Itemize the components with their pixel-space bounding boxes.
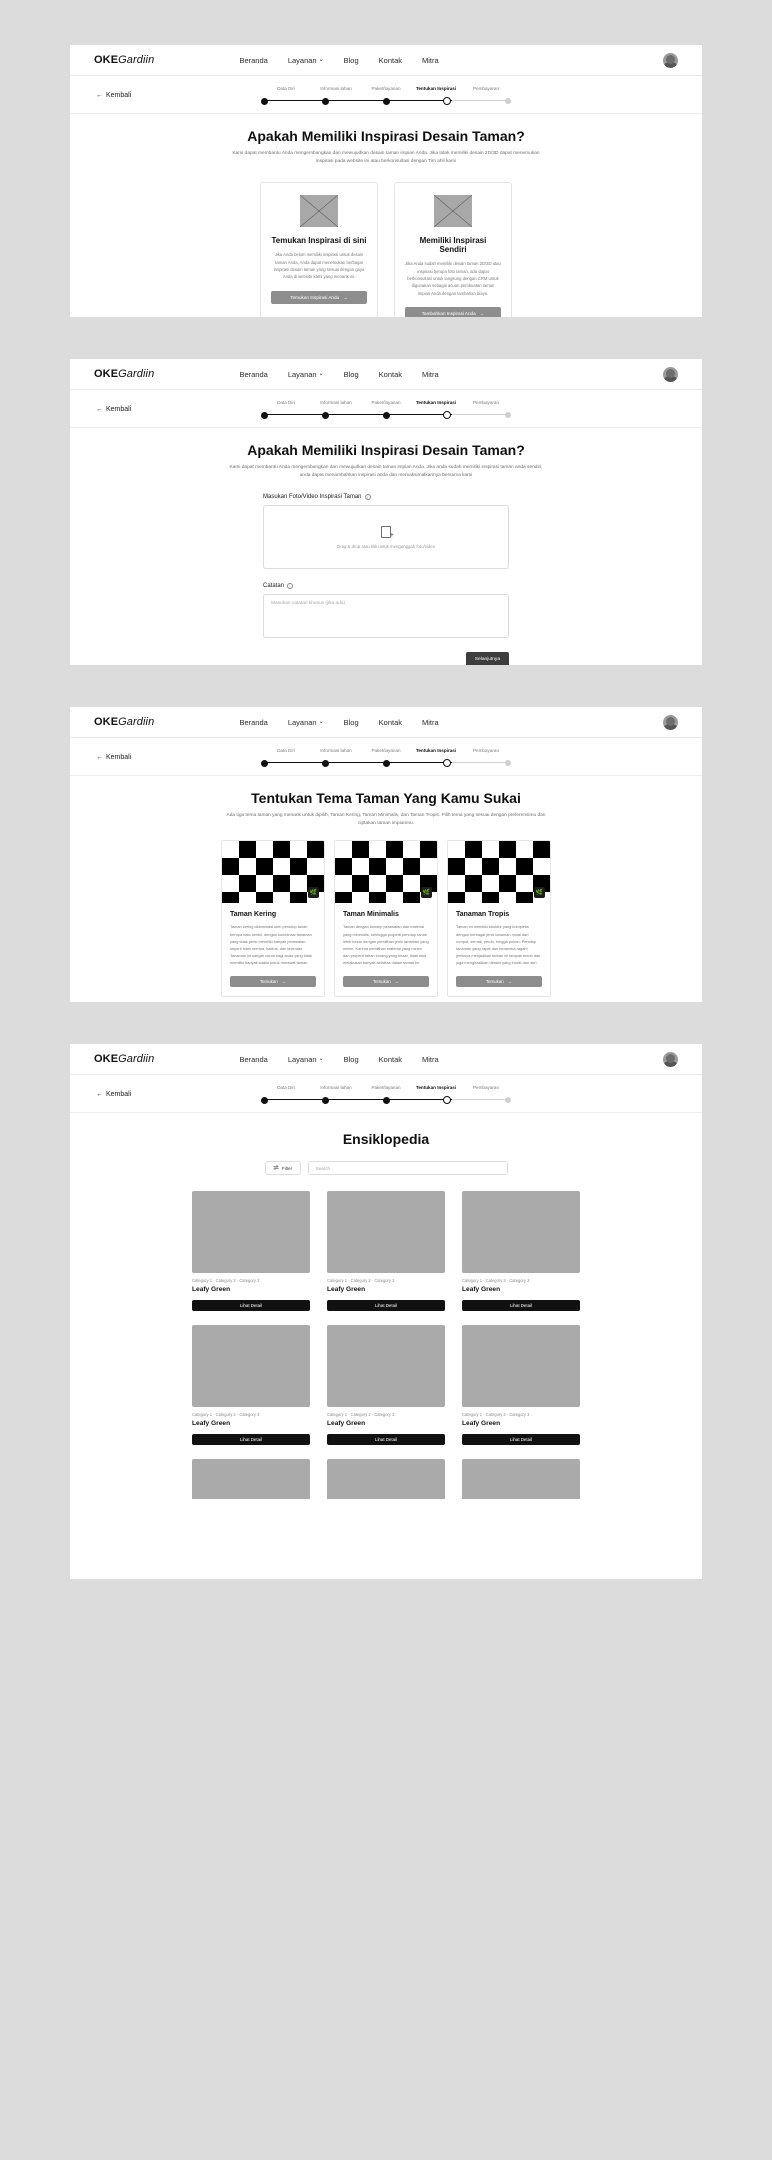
card-title: Temukan Inspirasi di sini: [271, 236, 367, 246]
plant-card[interactable]: [327, 1191, 445, 1311]
step-label-informasi-lahan[interactable]: Informasi lahan: [320, 1085, 352, 1090]
stepper-dots: [261, 411, 511, 419]
leaf-badge-icon: 🌿: [308, 887, 319, 898]
info-icon[interactable]: i: [365, 494, 371, 500]
theme-description: Taman dengan konsep perawatan dan material yang minimalis, sehingga properti penutup tanah lebih besar dengan pemilihan jenis tanaman yang minim. Karena pemilihan material yang minim dan properti tahan kurang yang besar, tidak bisa melakukan banyak aktivitas dalam taman ini.: [343, 924, 429, 966]
page-title: Apakah Memiliki Inspirasi Desain Taman?: [247, 128, 525, 144]
nav-item-kontak[interactable]: [379, 56, 402, 65]
theme-card-list: [70, 840, 702, 996]
plant-card[interactable]: [462, 1459, 580, 1499]
step-label-data-diri[interactable]: Data Diri: [277, 1085, 295, 1090]
brand-part2: Gardiin: [118, 1053, 155, 1065]
stepper-labels: [261, 86, 511, 91]
stepper-labels: [261, 748, 511, 753]
plant-card[interactable]: [192, 1325, 310, 1445]
back-button[interactable]: [96, 406, 131, 413]
stepper-bar: [70, 1075, 702, 1113]
info-icon[interactable]: i: [287, 583, 293, 589]
brand-part2: Gardiin: [118, 54, 155, 66]
plant-image: [327, 1459, 445, 1499]
lihat-detail-button[interactable]: Lihat Detail: [327, 1434, 445, 1445]
nav-item-blog[interactable]: [344, 718, 359, 727]
brand-part1: OKE: [94, 1053, 119, 1065]
theme-title: Taman Kering: [230, 911, 277, 919]
plant-name: Leafy Green: [192, 1420, 231, 1427]
nav-item-layanan[interactable]: [288, 56, 324, 65]
step-label-data-diri[interactable]: Data Diri: [277, 400, 295, 405]
screen-tema-taman: [70, 707, 702, 1002]
nav-label: Kontak: [378, 55, 403, 65]
nav-label: Blog: [343, 717, 359, 727]
nav-label: Kontak: [378, 369, 403, 379]
inspiration-form: [263, 494, 509, 665]
step-label-paket-layanan[interactable]: Paket/layanan: [371, 1085, 401, 1090]
plant-categories: Category 1 · Category 2 · Category 3: [462, 1412, 530, 1417]
step-label-tentukan-inspirasi[interactable]: Tentukan Inspirasi: [415, 748, 457, 753]
nav-item-kontak[interactable]: [379, 370, 402, 379]
selanjutnya-button[interactable]: Selanjutnya: [466, 652, 509, 665]
step-dot-4[interactable]: [443, 759, 451, 767]
step-label-tentukan-inspirasi[interactable]: Tentukan Inspirasi: [415, 86, 457, 91]
nav-item-beranda[interactable]: [239, 370, 267, 379]
nav-item-mitra[interactable]: [422, 1055, 439, 1064]
plant-card[interactable]: [462, 1325, 580, 1445]
screen-ensiklopedia: [70, 1044, 702, 1579]
plant-card[interactable]: [192, 1191, 310, 1311]
leaf-badge-icon: 🌿: [421, 887, 432, 898]
tambahkan-inspirasi-button[interactable]: [405, 307, 501, 317]
stepper-dots: [261, 97, 511, 105]
temukan-inspirasi-button[interactable]: [271, 291, 367, 304]
brand-logo[interactable]: [94, 368, 154, 380]
card-title: Memiliki Inspirasi Sendiri: [419, 236, 487, 255]
arrow-right-icon: →: [281, 978, 287, 984]
stepper-dots: [261, 759, 511, 767]
nav-item-mitra[interactable]: [422, 370, 439, 379]
arrow-left-icon: ←: [96, 754, 103, 761]
nav-item-layanan[interactable]: [288, 718, 324, 727]
image-placeholder-icon: [434, 195, 472, 227]
lihat-detail-button[interactable]: Lihat Detail: [192, 1434, 310, 1445]
page-title: Tentukan Tema Taman Yang Kamu Sukai: [251, 790, 521, 806]
avatar[interactable]: [663, 53, 678, 68]
avatar[interactable]: [663, 367, 678, 382]
theme-image-placeholder: [222, 841, 324, 903]
step-label-informasi-lahan[interactable]: Informasi lahan: [320, 400, 352, 405]
brand-part2: Gardiin: [118, 716, 155, 728]
chevron-down-icon: ⌄: [318, 719, 324, 725]
lihat-detail-button[interactable]: Lihat Detail: [327, 1300, 445, 1311]
note-label-row: [263, 583, 509, 589]
step-label-data-diri[interactable]: Data Diri: [277, 86, 295, 91]
page-subtitle: Ada tiga tema taman yang menarik untuk dipilih, Taman Kering, Taman Minimalis, dan Taman Tropis. Pilih tema yang sesuai dengan preferensimu dan ciptakan taman impianmu.: [226, 813, 546, 827]
nav-item-mitra[interactable]: [422, 718, 439, 727]
theme-body: [448, 903, 550, 995]
page-title: Apakah Memiliki Inspirasi Desain Taman?: [247, 442, 525, 458]
upload-label-row: [263, 494, 509, 500]
nav-item-beranda[interactable]: [239, 56, 267, 65]
brand-part1: OKE: [94, 54, 119, 66]
page-subtitle: Kami dapat membantu Anda mengembangkan dan mewujudkan desain taman impian Anda. Jika tidak memiliki desain 2D/3D dapat menemukan inspirasi pada website ini atau berkonsultasi dengan Tim ahli kami: [232, 151, 540, 165]
nav-label: Beranda: [239, 717, 268, 727]
plant-image: [192, 1459, 310, 1499]
theme-card-tanaman-tropis[interactable]: [447, 840, 551, 996]
nav-item-kontak[interactable]: [379, 718, 402, 727]
plant-image: [462, 1325, 580, 1407]
step-dot-5[interactable]: [505, 1097, 511, 1103]
back-label: Kembali: [106, 92, 132, 99]
theme-body: [222, 903, 324, 995]
nav-item-blog[interactable]: [344, 370, 359, 379]
nav-label: Beranda: [239, 1054, 268, 1064]
navbar: [70, 1044, 702, 1075]
filter-icon: [273, 1165, 279, 1171]
back-button[interactable]: [96, 92, 131, 99]
temukan-button[interactable]: [230, 976, 316, 987]
dropzone-hint: Drag & drop atau klik untuk mengunggah foto/video: [337, 543, 435, 549]
brand-part1: OKE: [94, 368, 119, 380]
step-dot-5[interactable]: [505, 412, 511, 418]
back-button[interactable]: [96, 754, 131, 761]
inspiration-options: [70, 182, 702, 317]
step-dot-1[interactable]: [261, 1097, 268, 1104]
button-label: Temukan Inspirasi Anda: [290, 294, 340, 300]
nav-label: Blog: [343, 1054, 359, 1064]
arrow-right-icon: →: [343, 294, 348, 300]
nav-item-layanan[interactable]: [288, 1055, 324, 1064]
nav-label: Blog: [343, 369, 359, 379]
nav-links: [239, 718, 438, 727]
submit-row: [263, 652, 509, 665]
step-label-informasi-lahan[interactable]: Informasi lahan: [320, 86, 352, 91]
back-label: Kembali: [106, 754, 132, 761]
plant-name: Leafy Green: [327, 1286, 366, 1293]
button-label: Tambahkan Inspirasi Anda: [421, 311, 476, 316]
step-dot-4[interactable]: [443, 97, 451, 105]
arrow-right-icon: →: [394, 978, 400, 984]
lihat-detail-button[interactable]: Lihat Detail: [462, 1434, 580, 1445]
theme-image-placeholder: [335, 841, 437, 903]
step-dot-4[interactable]: [443, 1096, 451, 1104]
step-dot-3[interactable]: [383, 1097, 390, 1104]
plant-categories: Category 1 · Category 2 · Category 3: [462, 1278, 530, 1283]
card-body: Jika Anda sudah memiliki desain taman 2D/3D atau inspirasi berupa foto taman, ada dapat berkonsultasi untuk langsung dengan CRM untuk digunakan sebagai acuan pembuatan taman impian Anda dengan tambahan biaya.: [405, 261, 501, 296]
nav-item-beranda[interactable]: [239, 718, 267, 727]
nav-label: Layanan: [287, 1054, 317, 1064]
step-dot-5[interactable]: [505, 98, 511, 104]
theme-card-taman-kering[interactable]: [221, 840, 325, 996]
temukan-button[interactable]: [343, 976, 429, 987]
nav-label: Blog: [343, 55, 359, 65]
nav-label: Layanan: [287, 55, 317, 65]
nav-links: [239, 56, 438, 65]
nav-item-mitra[interactable]: [422, 56, 439, 65]
button-label: Temukan: [485, 978, 504, 984]
chevron-down-icon: ⌄: [318, 371, 324, 377]
nav-label: Layanan: [287, 369, 317, 379]
brand-logo[interactable]: [94, 54, 154, 66]
lihat-detail-button[interactable]: Lihat Detail: [462, 1300, 580, 1311]
nav-label: Beranda: [239, 55, 268, 65]
step-dot-4[interactable]: [443, 411, 451, 419]
nav-label: Mitra: [422, 55, 439, 65]
nav-links: [239, 1055, 438, 1064]
step-label-paket-layanan[interactable]: Paket/layanan: [371, 86, 401, 91]
brand-logo[interactable]: [94, 1053, 154, 1065]
theme-description: Taman kering didominasi oleh penutup tanah berupa batu kerikil, dengan kombinasi tanaman yang tidak perlu memiliki banyak perawatan seperti lidah mertua, kaktus, dan lavender. Tanaman ini sangat cocok bagi anda yang tidak memiliki banyak waktu untuk merawat taman.: [230, 924, 312, 966]
step-dot-3[interactable]: [383, 760, 390, 767]
upload-label: Masukan Foto/Video Inspirasi Taman: [263, 494, 362, 501]
page-subtitle: Kami dapat membantu Anda mengembangkan dan mewujudkan desain taman impian Anda. Jika anda sudah memiliki inspirasi taman anda sendiri, anda dapat menambahkan inspirasi anda dan memaksimalkannya bersama kami: [229, 465, 543, 479]
plant-card[interactable]: [462, 1191, 580, 1311]
plant-image: [192, 1191, 310, 1273]
stepper: [261, 400, 511, 419]
button-label: Temukan: [372, 978, 391, 984]
page-title: Ensiklopedia: [342, 1131, 430, 1147]
theme-body: [335, 903, 437, 995]
image-placeholder-icon: [300, 195, 338, 227]
card-temukan-inspirasi[interactable]: [260, 182, 378, 317]
plant-grid: [70, 1191, 702, 1445]
leaf-badge-icon: 🌿: [534, 887, 545, 898]
file-upload-icon: +: [381, 526, 391, 538]
step-dot-1[interactable]: [261, 98, 268, 105]
back-label: Kembali: [106, 1091, 132, 1098]
theme-description: Taman ini memiliki struktur yang kompleks dengan berbagai jenis tanaman mulai dari rumput, semak, perdu, hingga pohon. Penutup tanaman yang rapat dan beraneka ragam jenisnya menjadikan taman ini tampak teduh dan juga menghasilkan desain yang intuisi dan asri.: [456, 924, 541, 966]
plant-card[interactable]: [327, 1325, 445, 1445]
plant-name: Leafy Green: [192, 1286, 231, 1293]
theme-image-placeholder: [448, 841, 550, 903]
step-label-pembayaran[interactable]: Pembayaran: [472, 400, 500, 405]
stepper-bar: [70, 390, 702, 428]
stepper-track: [261, 759, 511, 767]
step-label-paket-layanan[interactable]: Paket/layanan: [371, 400, 401, 405]
stepper: [261, 748, 511, 767]
plant-image: [192, 1325, 310, 1407]
nav-item-blog[interactable]: [344, 56, 359, 65]
stepper-labels: [261, 1085, 511, 1090]
plant-name: Leafy Green: [327, 1420, 366, 1427]
screen-upload-inspirasi: [70, 359, 702, 665]
plant-image: [327, 1325, 445, 1407]
lihat-detail-button[interactable]: Lihat Detail: [192, 1300, 310, 1311]
avatar[interactable]: [663, 1052, 678, 1067]
step-dot-2[interactable]: [322, 412, 329, 419]
nav-label: Beranda: [239, 369, 268, 379]
nav-item-blog[interactable]: [344, 1055, 359, 1064]
back-label: Kembali: [106, 406, 132, 413]
step-dot-2[interactable]: [322, 98, 329, 105]
button-label: Temukan: [259, 978, 278, 984]
step-label-pembayaran[interactable]: Pembayaran: [472, 1085, 500, 1090]
nav-label: Layanan: [287, 717, 317, 727]
theme-title: Taman Minimalis: [343, 911, 399, 919]
nav-item-layanan[interactable]: [288, 370, 324, 379]
stepper-bar: [70, 76, 702, 114]
brand-part2: Gardiin: [118, 368, 155, 380]
step-dot-3[interactable]: [383, 412, 390, 419]
note-textarea[interactable]: Masukan catatan khusus (jika ada): [263, 594, 509, 638]
navbar: [70, 45, 702, 76]
navbar: [70, 707, 702, 738]
plant-card[interactable]: [192, 1459, 310, 1499]
brand-part1: OKE: [94, 716, 119, 728]
nav-label: Kontak: [378, 1054, 403, 1064]
nav-links: [239, 370, 438, 379]
plant-card[interactable]: [327, 1459, 445, 1499]
nav-label: Mitra: [422, 369, 439, 379]
step-label-informasi-lahan[interactable]: Informasi lahan: [320, 748, 352, 753]
plant-image: [327, 1191, 445, 1273]
brand-logo[interactable]: [94, 716, 154, 728]
step-dot-1[interactable]: [261, 412, 268, 419]
nav-item-kontak[interactable]: [379, 1055, 402, 1064]
step-label-pembayaran[interactable]: Pembayaran: [472, 86, 500, 91]
screen-inspirasi-pilihan: [70, 45, 702, 317]
stepper-labels: [261, 400, 511, 405]
plant-image: [462, 1191, 580, 1273]
step-label-tentukan-inspirasi[interactable]: Tentukan Inspirasi: [415, 1085, 457, 1090]
step-dot-1[interactable]: [261, 760, 268, 767]
arrow-left-icon: ←: [96, 406, 103, 413]
step-label-data-diri[interactable]: Data Diri: [277, 748, 295, 753]
stepper: [261, 86, 511, 105]
step-label-paket-layanan[interactable]: Paket/layanan: [371, 748, 401, 753]
temukan-button[interactable]: [456, 976, 542, 987]
theme-title: Tanaman Tropis: [456, 911, 510, 919]
theme-card-taman-minimalis[interactable]: [334, 840, 438, 996]
stepper-dots: [261, 1096, 511, 1104]
plant-image: [462, 1459, 580, 1499]
navbar: [70, 359, 702, 390]
plant-name: Leafy Green: [462, 1286, 501, 1293]
nav-item-beranda[interactable]: [239, 1055, 267, 1064]
search-row: [70, 1161, 702, 1175]
stepper-track: [261, 97, 511, 105]
step-dot-5[interactable]: [505, 760, 511, 766]
search-input[interactable]: [308, 1161, 508, 1175]
plant-name: Leafy Green: [462, 1420, 501, 1427]
card-inspirasi-sendiri[interactable]: [394, 182, 512, 317]
plant-categories: Category 1 · Category 2 · Category 3: [192, 1278, 260, 1283]
step-dot-2[interactable]: [322, 760, 329, 767]
nav-label: Mitra: [422, 717, 439, 727]
plant-categories: Category 1 · Category 2 · Category 3: [327, 1278, 395, 1283]
arrow-left-icon: ←: [96, 1091, 103, 1098]
step-dot-2[interactable]: [322, 1097, 329, 1104]
chevron-down-icon: ⌄: [318, 1056, 324, 1062]
step-label-tentukan-inspirasi[interactable]: Tentukan Inspirasi: [415, 400, 457, 405]
nav-label: Kontak: [378, 717, 403, 727]
search-placeholder: Search: [315, 1165, 331, 1171]
back-button[interactable]: [96, 1091, 131, 1098]
filter-label: Filter: [281, 1165, 293, 1171]
stepper: [261, 1085, 511, 1104]
arrow-right-icon: →: [507, 978, 513, 984]
chevron-down-icon: ⌄: [318, 57, 324, 63]
nav-label: Mitra: [422, 1054, 439, 1064]
arrow-left-icon: ←: [96, 92, 103, 99]
plant-categories: Category 1 · Category 2 · Category 3: [192, 1412, 260, 1417]
step-dot-3[interactable]: [383, 98, 390, 105]
filter-button[interactable]: [265, 1161, 301, 1175]
step-label-pembayaran[interactable]: Pembayaran: [472, 748, 500, 753]
stepper-track: [261, 1096, 511, 1104]
file-dropzone[interactable]: [263, 505, 509, 569]
card-body: Jika Anda belum memiliki inspirasi untuk desain taman Anda, Anda dapat menemukan berbagai inspirasi desain taman yang sesuai dengan gaya Anda di website kami yang menarik ini.: [273, 252, 365, 280]
plant-categories: Category 1 · Category 2 · Category 3: [327, 1412, 395, 1417]
plant-grid-partial: [70, 1459, 702, 1499]
stepper-track: [261, 411, 511, 419]
note-label: Catatan: [263, 583, 285, 590]
stepper-bar: [70, 738, 702, 776]
avatar[interactable]: [663, 715, 678, 730]
arrow-right-icon: →: [479, 311, 485, 316]
